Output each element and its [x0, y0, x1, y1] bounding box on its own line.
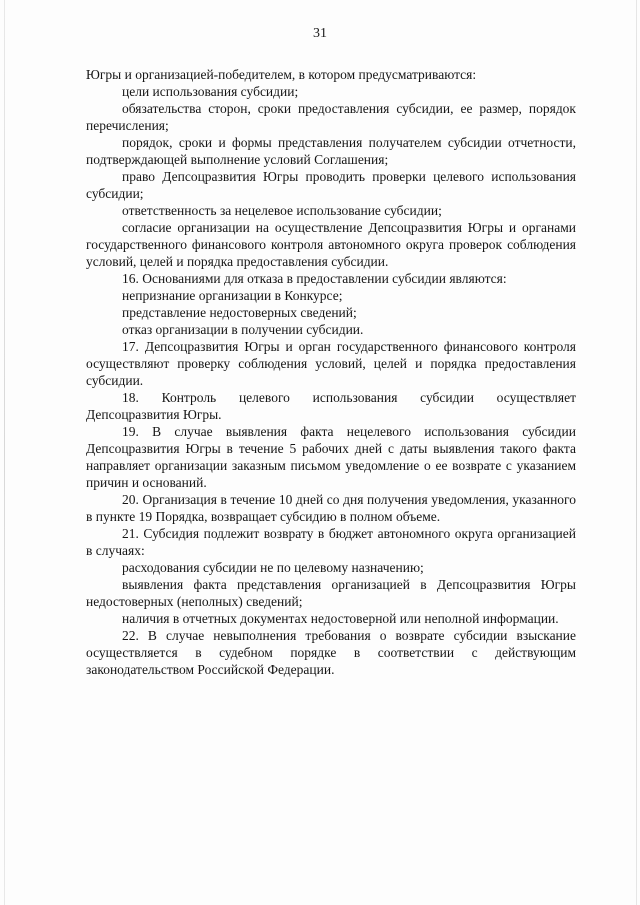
paragraph: обязательства сторон, сроки предоставления субсидии, ее размер, порядок перечисления;: [86, 101, 576, 133]
paragraph: 16. Основаниями для отказа в предоставлении субсидии являются:: [122, 271, 507, 286]
paragraph: 19. В случае выявления факта нецелевого использования субсидии Депсоцразвития Югры в течение 5 рабочих дней с даты выявления такого факта направляет организации заказным письмом уведомление о ее возврате с указанием причин и оснований.: [86, 424, 576, 490]
paragraph: 17. Депсоцразвития Югры и орган государственного финансового контроля осуществляют проверку соблюдения условий, целей и порядка предоставления субсидии.: [86, 339, 576, 388]
paragraph: 21. Субсидия подлежит возврату в бюджет автономного округа организацией в случаях:: [86, 526, 576, 558]
paragraph: 20. Организация в течение 10 дней со дня получения уведомления, указанного в пункте 19 Порядка, возвращает субсидию в полном объеме.: [86, 492, 576, 524]
paragraph: порядок, сроки и формы представления получателем субсидии отчетности, подтверждающей выполнение условий Соглашения;: [86, 135, 576, 167]
paragraph: наличия в отчетных документах недостоверной или неполной информации.: [122, 611, 559, 626]
paragraph: согласие организации на осуществление Депсоцразвития Югры и органами государственного финансового контроля автономного округа проверок соблюдения условий, целей и порядка предоставления субсидии.: [86, 220, 576, 269]
paragraph: выявления факта представления организацией в Депсоцразвития Югры недостоверных (неполных) сведений;: [86, 577, 576, 609]
scan-edge-left: [4, 0, 5, 905]
document-body: [86, 66, 576, 678]
paragraph: право Депсоцразвития Югры проводить проверки целевого использования субсидии;: [86, 169, 576, 201]
paragraph: 18. Контроль целевого использования субсидии осуществляет Депсоцразвития Югры.: [86, 390, 576, 422]
paragraph: расходования субсидии не по целевому назначению;: [122, 560, 424, 575]
page-number: 31: [313, 26, 327, 41]
paragraph: ответственность за нецелевое использование субсидии;: [122, 203, 442, 218]
paragraph: цели использования субсидии;: [122, 84, 299, 99]
paragraph: непризнание организации в Конкурсе;: [122, 288, 343, 303]
paragraph: представление недостоверных сведений;: [122, 305, 357, 320]
paragraph: Югры и организацией-победителем, в котором предусматриваются:: [86, 67, 477, 82]
scan-edge-right: [636, 0, 637, 905]
paragraph: 22. В случае невыполнения требования о возврате субсидии взыскание осуществляется в судебном порядке в соответствии с действующим законодательством Российской Федерации.: [86, 628, 576, 677]
paragraph: отказ организации в получении субсидии.: [122, 322, 364, 337]
